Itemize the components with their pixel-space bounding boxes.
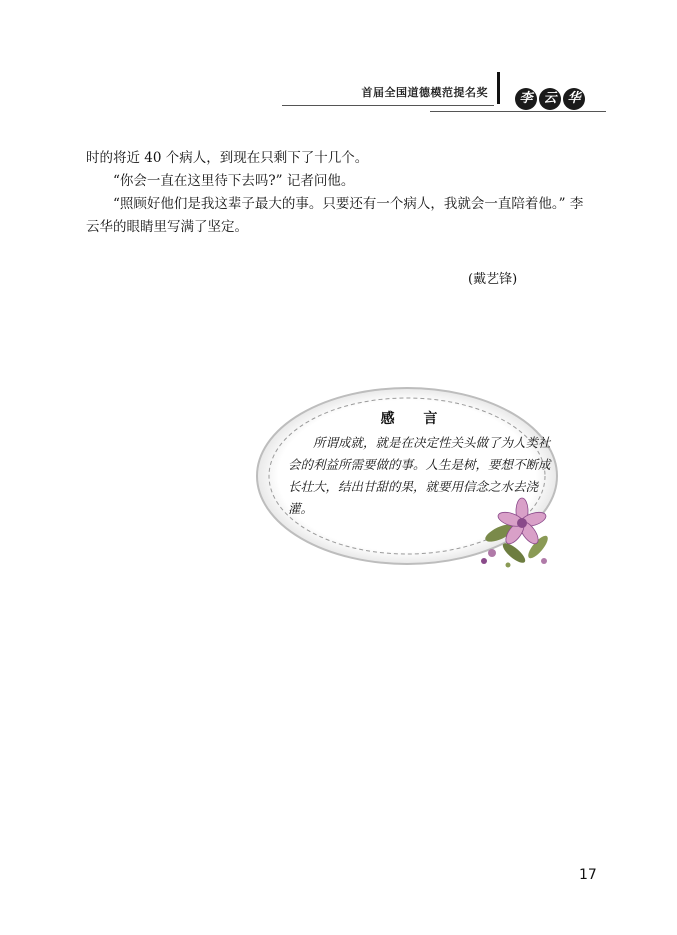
name-badge: 华 bbox=[563, 88, 585, 110]
header-rule-right bbox=[430, 111, 606, 112]
reflection-paragraph: 所谓成就，就是在决定性关头做了为人类社会的利益所需要做的事。人生是树，要想不断成长壮大，结出甘甜的果，就要用信念之水去浇灌。 bbox=[288, 435, 551, 516]
reflection-text bbox=[288, 432, 556, 520]
header-divider-bar bbox=[497, 72, 500, 104]
paragraph: “照顾好他们是我这辈子最大的事。只要还有一个病人，我就会一直陪着他。” 李云华的眼睛里写满了坚定。 bbox=[86, 196, 584, 235]
reflection-title: 感 言 bbox=[380, 411, 450, 427]
name-badge: 云 bbox=[539, 88, 561, 110]
paragraph: “你会一直在这里待下去吗?” 记者问他。 bbox=[113, 173, 355, 189]
author-credit: (戴艺锋) bbox=[468, 272, 518, 287]
header-title: 首届全国道德模范提名奖 bbox=[361, 86, 488, 99]
body-text bbox=[86, 147, 596, 239]
name-badges bbox=[515, 88, 585, 110]
page-number: 17 bbox=[579, 867, 597, 883]
name-badge: 李 bbox=[515, 88, 537, 110]
paragraph: 时的将近 40 个病人，到现在只剩下了十几个。 bbox=[86, 150, 369, 166]
header-rule bbox=[282, 105, 494, 106]
reflection-box bbox=[252, 383, 572, 583]
